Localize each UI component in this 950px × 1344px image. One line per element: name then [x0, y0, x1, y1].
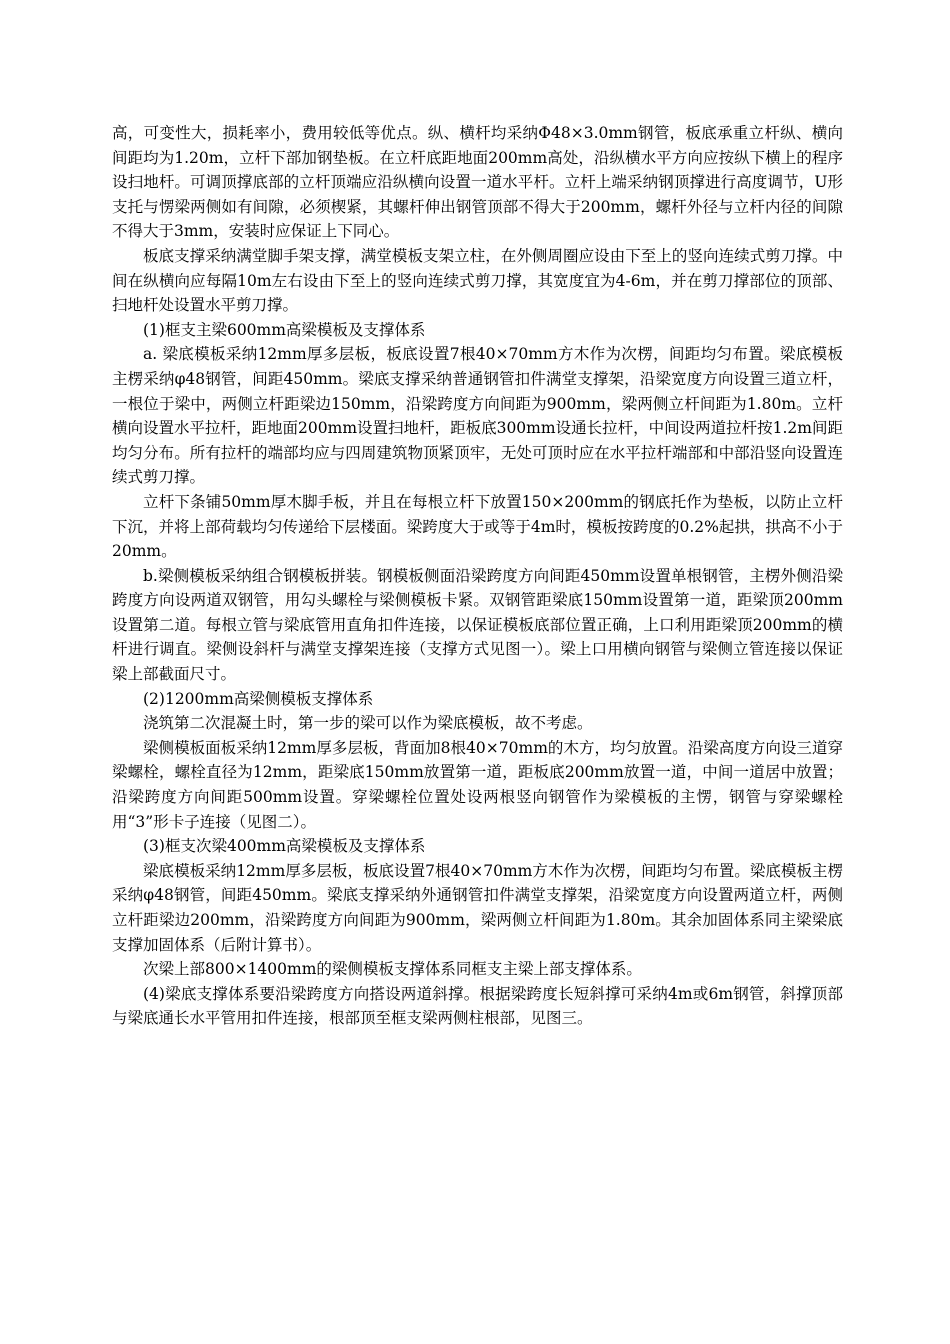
paragraph-10: (4)梁底支撑体系要沿梁跨度方向搭设两道斜撑。根据梁跨度长短斜撑可采纳4m或6m钢管，斜撑顶部与梁底通长水平管用扣件连接，根部顶至框支梁两侧柱根部，见图三。 [112, 984, 843, 1028]
paragraph-5: b.梁侧模板采纳组合钢模板拼装。钢模板侧面沿梁跨度方向间距450mm设置单根钢管，主楞外侧沿梁跨度方向设两道双钢管，用勾头螺栓与梁侧模板卡紧。双钢管距梁底150mm设置第一道，距梁顶200mm设置第二道。每根立管与梁底管用直角扣件连接，以保证模板底部位置正确，上口利用距梁顶200mm的横杆进行调直。梁侧设斜杆与满堂支撑架连接（支撑方式见图一）。梁上口用横向钢管与梁侧立管连接以保证梁上部截面尺寸。 [112, 566, 843, 684]
section-heading-3: (3)框支次梁400mm高梁模板及支撑体系 [143, 837, 426, 856]
paragraph-6: 浇筑第二次混凝土时，第一步的梁可以作为梁底模板，故不考虑。 [143, 714, 593, 733]
section-heading-1: (1)框支主梁600mm高梁模板及支撑体系 [143, 320, 426, 339]
paragraph-3: a. 梁底模板采纳12mm厚多层板，板底设置7根40×70mm方木作为次楞，间距均匀布置。梁底模板主楞采纳φ48钢管，间距450mm。梁底支撑采纳普通钢管扣件满堂支撑架，沿梁宽度方向设置三道立杆，一根位于梁中，两侧立杆距梁边150mm，沿梁跨度方向间距为900mm，梁两侧立杆间距为1.80m。立杆横向设置水平拉杆，距地面200mm设置扫地杆，距板底300mm设通长拉杆，中间设两道拉杆按1.2m间距均匀分布。所有拉杆的端部均应与四周建筑物顶紧顶牢，无处可顶时应在水平拉杆端部和中部沿竖向设置连续式剪刀撑。 [112, 345, 843, 487]
paragraph-1: 高，可变性大，损耗率小，费用较低等优点。纵、横杆均采纳Φ48×3.0mm钢管，板底承重立杆纵、横向间距均为1.20m，立杆下部加钢垫板。在立杆底距地面200mm高处，沿纵横水平方向应按纵下横上的程序设扫地杆。可调顶撑底部的立杆顶端应沿纵横向设置一道水平杆。立杆上端采纳钢顶撑进行高度调节，U形支托与愣梁两侧如有间隙，必须楔紧，其螺杆伸出钢管顶部不得大于200mm，螺杆外径与立杆内径的间隙不得大于3mm，安装时应保证上下同心。 [112, 124, 843, 241]
paragraph-9: 次梁上部800×1400mm的梁侧模板支撑体系同框支主梁上部支撑体系。 [143, 960, 642, 979]
section-heading-2: (2)1200mm高梁侧模板支撑体系 [143, 689, 374, 708]
paragraph-2: 板底支撑采纳满堂脚手架支撑，满堂模板支架立柱，在外侧周圈应设由下至上的竖向连续式剪刀撑。中间在纵横向应每隔10m左右设由下至上的竖向连续式剪刀撑，其宽度宜为4-6m，并在剪刀撑部位的顶部、扫地杆处设置水平剪刀撑。 [112, 246, 843, 315]
document-body [112, 121, 843, 1031]
paragraph-4: 立杆下条铺50mm厚木脚手板，并且在每根立杆下放置150×200mm的钢底托作为垫板，以防止立杆下沉，并将上部荷载均匀传递给下层楼面。梁跨度大于或等于4m时，模板按跨度的0.2%起拱，拱高不小于20mm。 [112, 492, 843, 561]
paragraph-8: 梁底模板采纳12mm厚多层板，板底设置7根40×70mm方木作为次楞，间距均匀布置。梁底模板主楞采纳φ48钢管，间距450mm。梁底支撑采纳外通钢管扣件满堂支撑架，沿梁宽度方向设置两道立杆，两侧立杆距梁边200mm，沿梁跨度方向间距为900mm，梁两侧立杆间距为1.80m。其余加固体系同主梁梁底支撑加固体系（后附计算书）。 [112, 861, 843, 954]
paragraph-7: 梁侧模板面板采纳12mm厚多层板，背面加8根40×70mm的木方，均匀放置。沿梁高度方向设三道穿梁螺栓，螺栓直径为12mm，距梁底150mm放置第一道，距板底200mm放置一道，中间一道居中放置；沿梁跨度方向间距500mm设置。穿梁螺栓位置处设两根竖向钢管作为梁模板的主愣，钢管与穿梁螺栓用“3”形卡子连接（见图二）。 [112, 738, 843, 831]
